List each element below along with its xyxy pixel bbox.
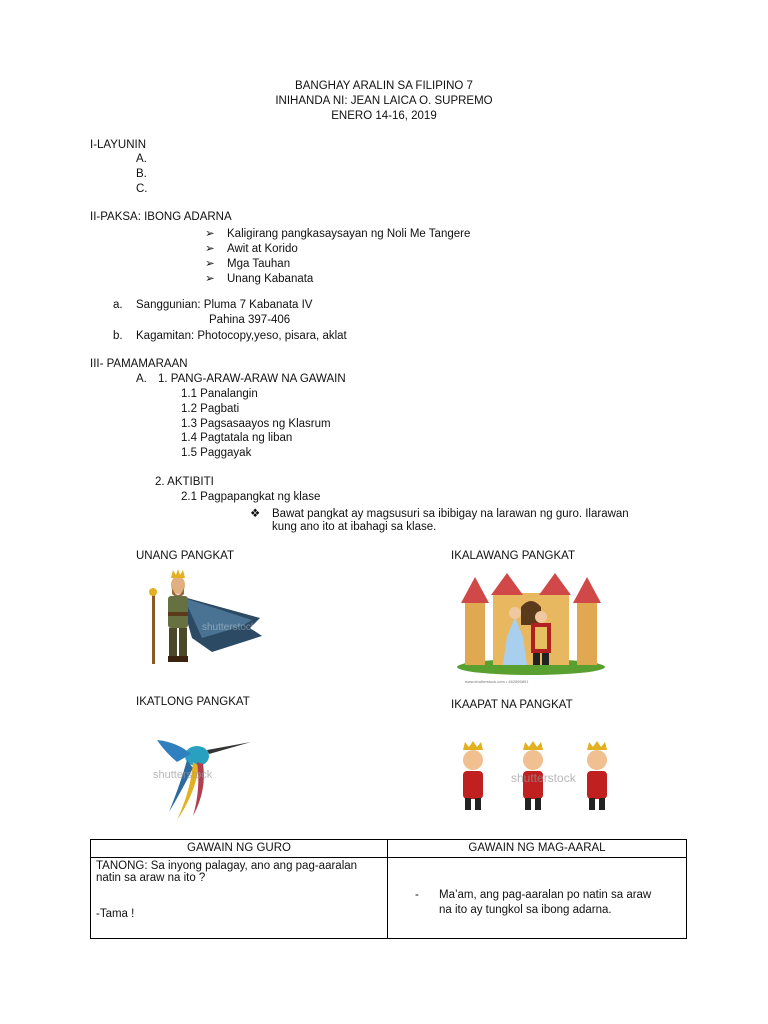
guro-question-line-1: TANONG: Sa inyong palagay, ano ang pag-aaralan <box>96 860 358 872</box>
paksa-bullet-3: ➢ Mga Tauhan <box>205 258 291 270</box>
step-2: 1.2 Pagbati <box>181 403 240 415</box>
aktibiti-sub: 2.1 Pagpapangkat ng klase <box>181 491 321 503</box>
step-1: 1.1 Panalangin <box>181 388 258 400</box>
sanggunian-text: Sanggunian: Pluma 7 Kabanata IV <box>136 299 313 311</box>
pahina-text: Pahina 397-406 <box>209 314 291 326</box>
pamamaraan-a-title: 1. PANG-ARAW-ARAW NA GAWAIN <box>158 373 346 385</box>
paksa-bullet-2: ➢ Awit at Korido <box>205 243 298 255</box>
watermark-text: shutterstock <box>511 771 576 785</box>
paksa-bullet-4: ➢ Unang Kabanata <box>205 273 314 285</box>
doc-author: INIHANDA NI: JEAN LAICA O. SUPREMO <box>275 95 493 107</box>
step-3: 1.3 Pagsasaayos ng Klasrum <box>181 418 331 430</box>
guro-question-line-2: natin sa araw na ito ? <box>96 872 206 884</box>
layunin-item-c: C. <box>136 183 148 195</box>
doc-date: ENERO 14-16, 2019 <box>331 110 437 122</box>
header-gawain-ng-guro: GAWAIN NG GURO <box>91 840 388 858</box>
mag-aaral-answer-line-1: Ma’am, ang pag-aaralan po natin sa araw <box>439 889 652 901</box>
step-4: 1.4 Pagtatala ng liban <box>181 432 293 444</box>
dash-marker: - <box>415 889 419 901</box>
paksa-bullet-1: ➢ Kaligirang pangkasaysayan ng Noli Me Tangere <box>205 228 471 240</box>
diamond-bullet-icon: ❖ <box>250 508 261 520</box>
arrow-bullet-icon: ➢ <box>205 243 215 255</box>
paksa-heading: II-PAKSA: IBONG ADARNA <box>90 211 232 223</box>
table-row <box>91 858 687 939</box>
mag-aaral-answer-line-2: na ito ay tungkol sa ibong adarna. <box>439 904 612 916</box>
castle-caption: www.shutterstock.com • 462895891 <box>465 679 529 684</box>
kagamitan-text: Kagamitan: Photocopy,yeso, pisara, aklat <box>136 330 347 342</box>
doc-title: BANGHAY ARALIN SA FILIPINO 7 <box>295 80 473 92</box>
kagamitan-marker: b. <box>113 330 123 342</box>
step-5: 1.5 Paggayak <box>181 447 252 459</box>
sanggunian-marker: a. <box>113 299 123 311</box>
aktibiti-heading: 2. AKTIBITI <box>155 476 214 488</box>
group-label-2: IKALAWANG PANGKAT <box>451 550 575 562</box>
watermark-text: shutterstock <box>202 622 256 633</box>
arrow-bullet-icon: ➢ <box>205 228 215 240</box>
guro-response: -Tama ! <box>96 908 135 920</box>
arrow-bullet-icon: ➢ <box>205 273 215 285</box>
arrow-bullet-icon: ➢ <box>205 258 215 270</box>
instruction-line-2: kung ano ito at ibahagi sa klase. <box>272 521 437 533</box>
layunin-item-a: A. <box>136 153 147 165</box>
guro-cell <box>91 858 388 939</box>
king-illustration <box>132 568 268 680</box>
group-label-4: IKAAPAT NA PANGKAT <box>451 699 573 711</box>
group-label-3: IKATLONG PANGKAT <box>136 696 250 708</box>
instruction-line-1: ❖ Bawat pangkat ay magsusuri sa ibibigay na larawan ng guro. Ilarawan <box>250 508 629 520</box>
group-label-1: UNANG PANGKAT <box>136 550 234 562</box>
pamamaraan-heading: III- PAMAMARAAN <box>90 358 188 370</box>
mag-aaral-cell <box>388 858 687 939</box>
watermark-text: shutterstock <box>153 769 213 781</box>
hummingbird-illustration <box>147 732 255 822</box>
header-gawain-ng-mag-aaral: GAWAIN NG MAG-AARAL <box>388 840 687 858</box>
pamamaraan-a-marker: A. <box>136 373 147 385</box>
three-princes-illustration <box>455 740 621 814</box>
activity-table <box>90 839 687 939</box>
layunin-item-b: B. <box>136 168 147 180</box>
castle-illustration <box>455 567 607 687</box>
layunin-heading: I-LAYUNIN <box>90 139 147 151</box>
table-header-row <box>91 840 687 858</box>
